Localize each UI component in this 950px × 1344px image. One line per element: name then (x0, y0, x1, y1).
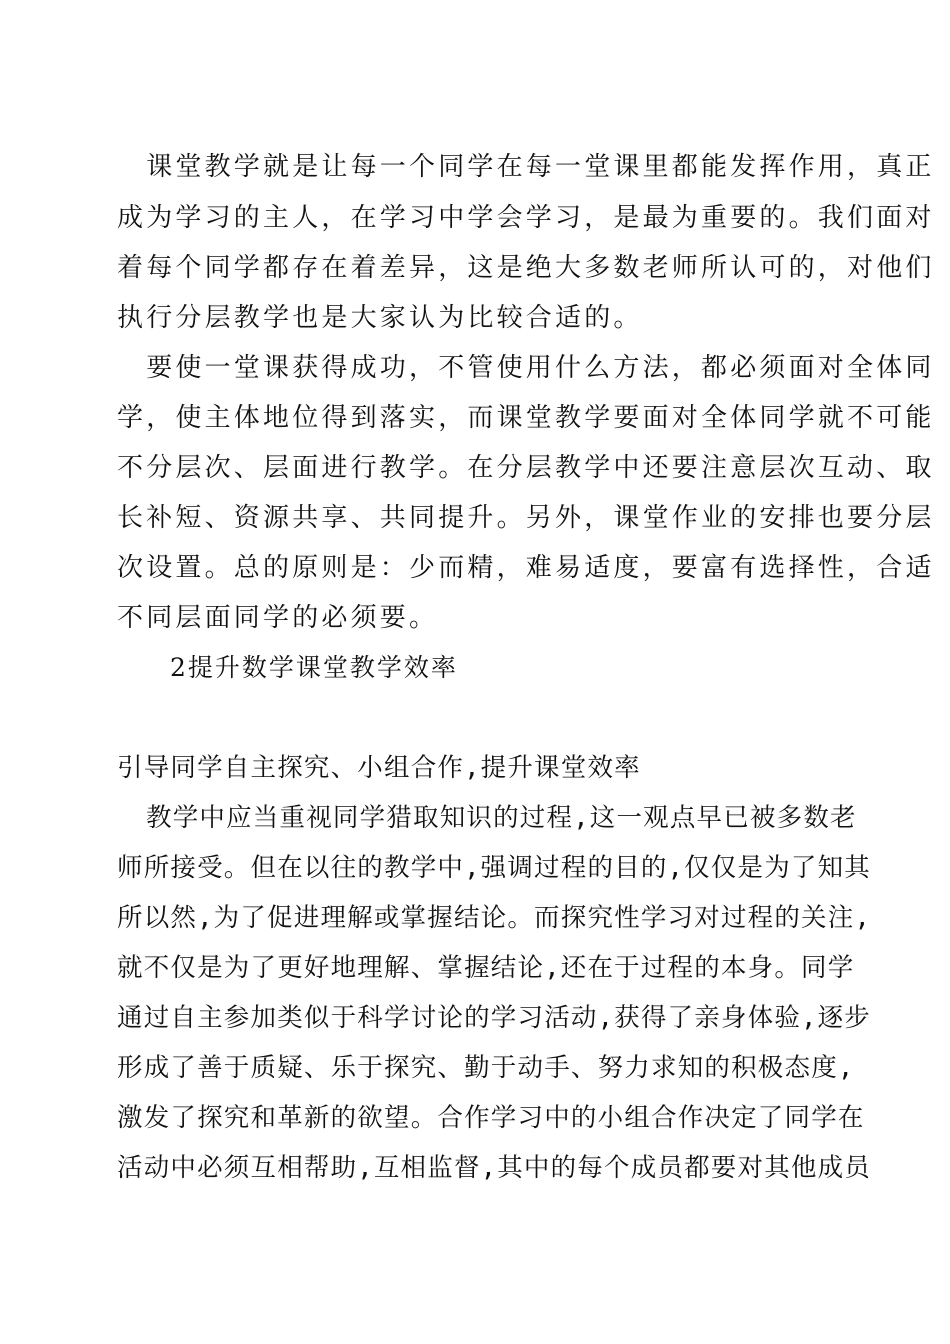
paragraph-line: 长补短、资源共享、共同提升。另外，课堂作业的安排也要分层 (117, 503, 935, 533)
paragraph-line: 课堂教学就是让每一个同学在每一堂课里都能发挥作用，真正 (117, 152, 935, 182)
paragraph-line: 要使一堂课获得成功，不管使用什么方法，都必须面对全体同 (117, 353, 935, 383)
paragraph-line: 激发了探究和革新的欲望。合作学习中的小组合作决定了同学在 (117, 1103, 865, 1133)
paragraph-line: 执行分层教学也是大家认为比较合适的。 (117, 303, 643, 333)
paragraph-line: 就不仅是为了更好地理解、掌握结论,还在于过程的本身。同学 (117, 953, 855, 983)
paragraph-line: 不同层面同学的必须要。 (117, 603, 439, 633)
paragraph-line: 所以然,为了促进理解或掌握结论。而探究性学习对过程的关注, (117, 903, 872, 933)
paragraph-line: 通过自主参加类似于科学讨论的学习活动,获得了亲身体验,逐步 (117, 1003, 872, 1033)
paragraph-line: 次设置。总的原则是：少而精，难易适度，要富有选择性，合适 (117, 553, 935, 583)
paragraph-line: 师所接受。但在以往的教学中,强调过程的目的,仅仅是为了知其 (117, 853, 872, 883)
paragraph-line: 活动中必须互相帮助,互相监督,其中的每个成员都要对其他成员 (117, 1153, 872, 1183)
subheading-line: 引导同学自主探究、小组合作,提升课堂效率 (117, 753, 641, 783)
paragraph-line: 不分层次、层面进行教学。在分层教学中还要注意层次互动、取 (117, 453, 935, 483)
paragraph-line: 学，使主体地位得到落实，而课堂教学要面对全体同学就不可能 (117, 403, 935, 433)
paragraph-line: 着每个同学都存在着差异，这是绝大多数老师所认可的，对他们 (117, 253, 935, 283)
paragraph-line: 教学中应当重视同学猎取知识的过程,这一观点早已被多数老 (146, 803, 857, 833)
section-heading: 2提升数学课堂教学效率 (170, 653, 458, 682)
paragraph-line: 成为学习的主人，在学习中学会学习，是最为重要的。我们面对 (117, 203, 935, 233)
paragraph-line: 形成了善于质疑、乐于探究、勤于动手、努力求知的积极态度, (117, 1053, 855, 1083)
